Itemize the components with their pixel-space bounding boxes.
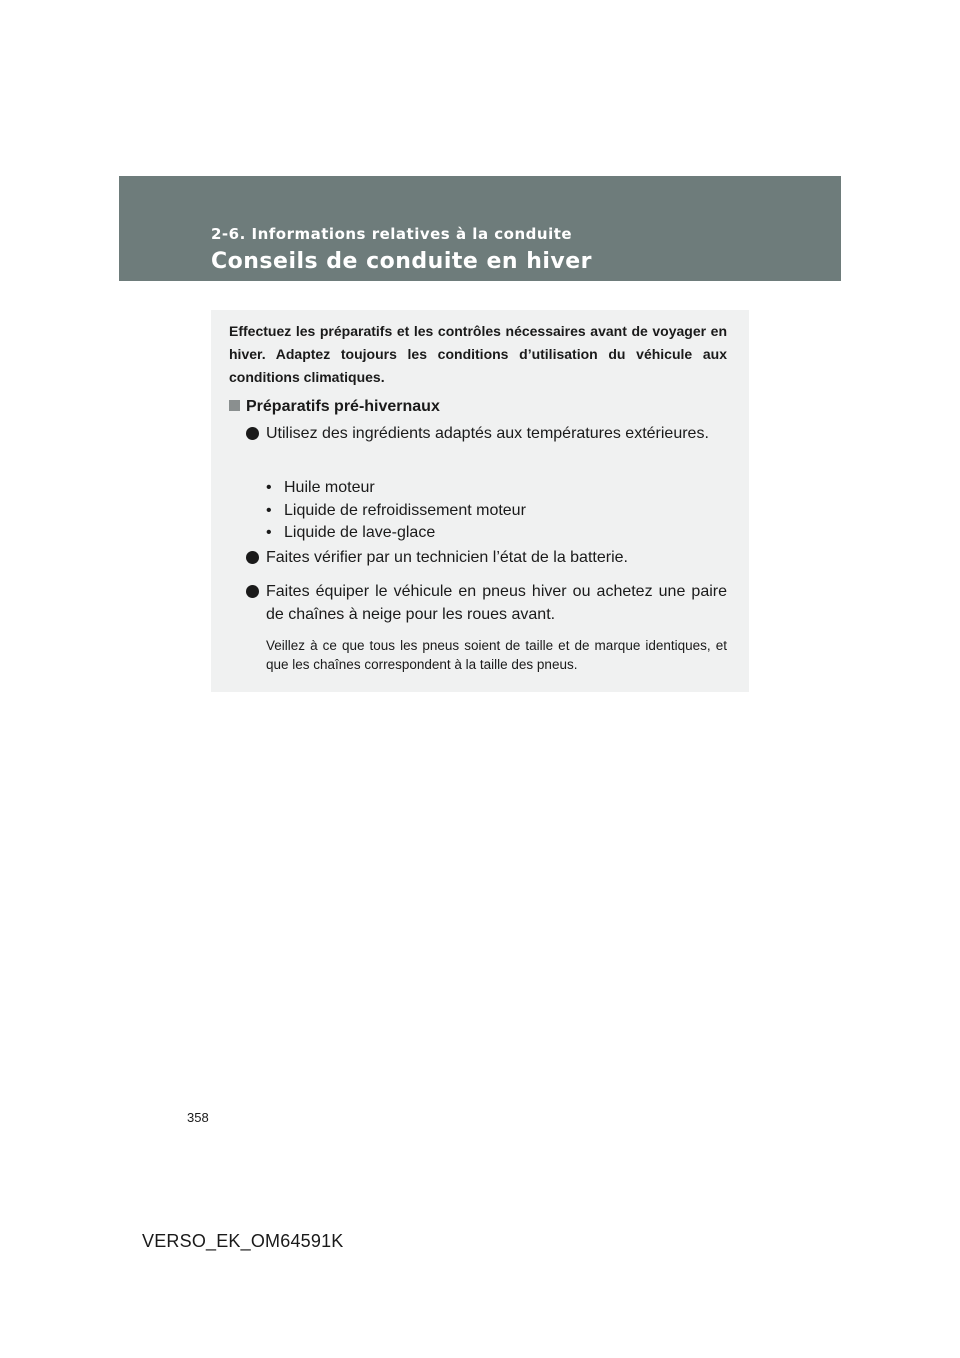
round-bullet-icon xyxy=(246,551,259,564)
list-item-text: Faites équiper le véhicule en pneus hiver ou achetez une paire de chaînes à neige pour les roues avant. xyxy=(266,583,727,623)
section-heading-text: Préparatifs pré-hivernaux xyxy=(246,398,440,415)
sub-list-item xyxy=(266,477,726,500)
sub-list-item-text: Huile moteur xyxy=(284,479,375,496)
page-title: Conseils de conduite en hiver xyxy=(211,249,593,274)
square-bullet-icon xyxy=(229,400,240,411)
section-label: 2-6. Informations relatives à la conduite xyxy=(211,225,573,243)
list-item-text: Utilisez des ingrédients adaptés aux températures extérieures. xyxy=(266,425,709,442)
intro-paragraph: Effectuez les préparatifs et les contrôles nécessaires avant de voyager en hiver. Adaptez toujours les conditions d’utilisation du véhicule aux conditions climatiques. xyxy=(229,323,727,385)
list-item-text: Faites vérifier par un technicien l’état de la batterie. xyxy=(266,549,628,566)
page-number: 358 xyxy=(187,1110,209,1125)
sub-list-item xyxy=(266,522,726,545)
list-item xyxy=(246,580,727,626)
sub-bullet-mark: • xyxy=(266,501,272,519)
round-bullet-icon xyxy=(246,585,259,598)
list-item xyxy=(246,422,727,445)
sub-list-item-text: Liquide de refroidissement moteur xyxy=(284,501,526,519)
sub-list-item xyxy=(266,500,726,523)
doc-code: VERSO_EK_OM64591K xyxy=(142,1231,344,1251)
list-item xyxy=(246,546,727,569)
round-bullet-icon xyxy=(246,427,259,440)
sub-bullet-mark: • xyxy=(266,479,272,496)
sub-list-item-text: Liquide de lave-glace xyxy=(284,524,436,541)
sub-bullet-mark: • xyxy=(266,524,272,541)
sub-list xyxy=(266,477,726,545)
section-heading xyxy=(229,397,440,417)
note-text: Veillez à ce que tous les pneus soient de taille et de marque identiques, et que les chaînes correspondent à la taille des pneus. xyxy=(266,638,727,672)
